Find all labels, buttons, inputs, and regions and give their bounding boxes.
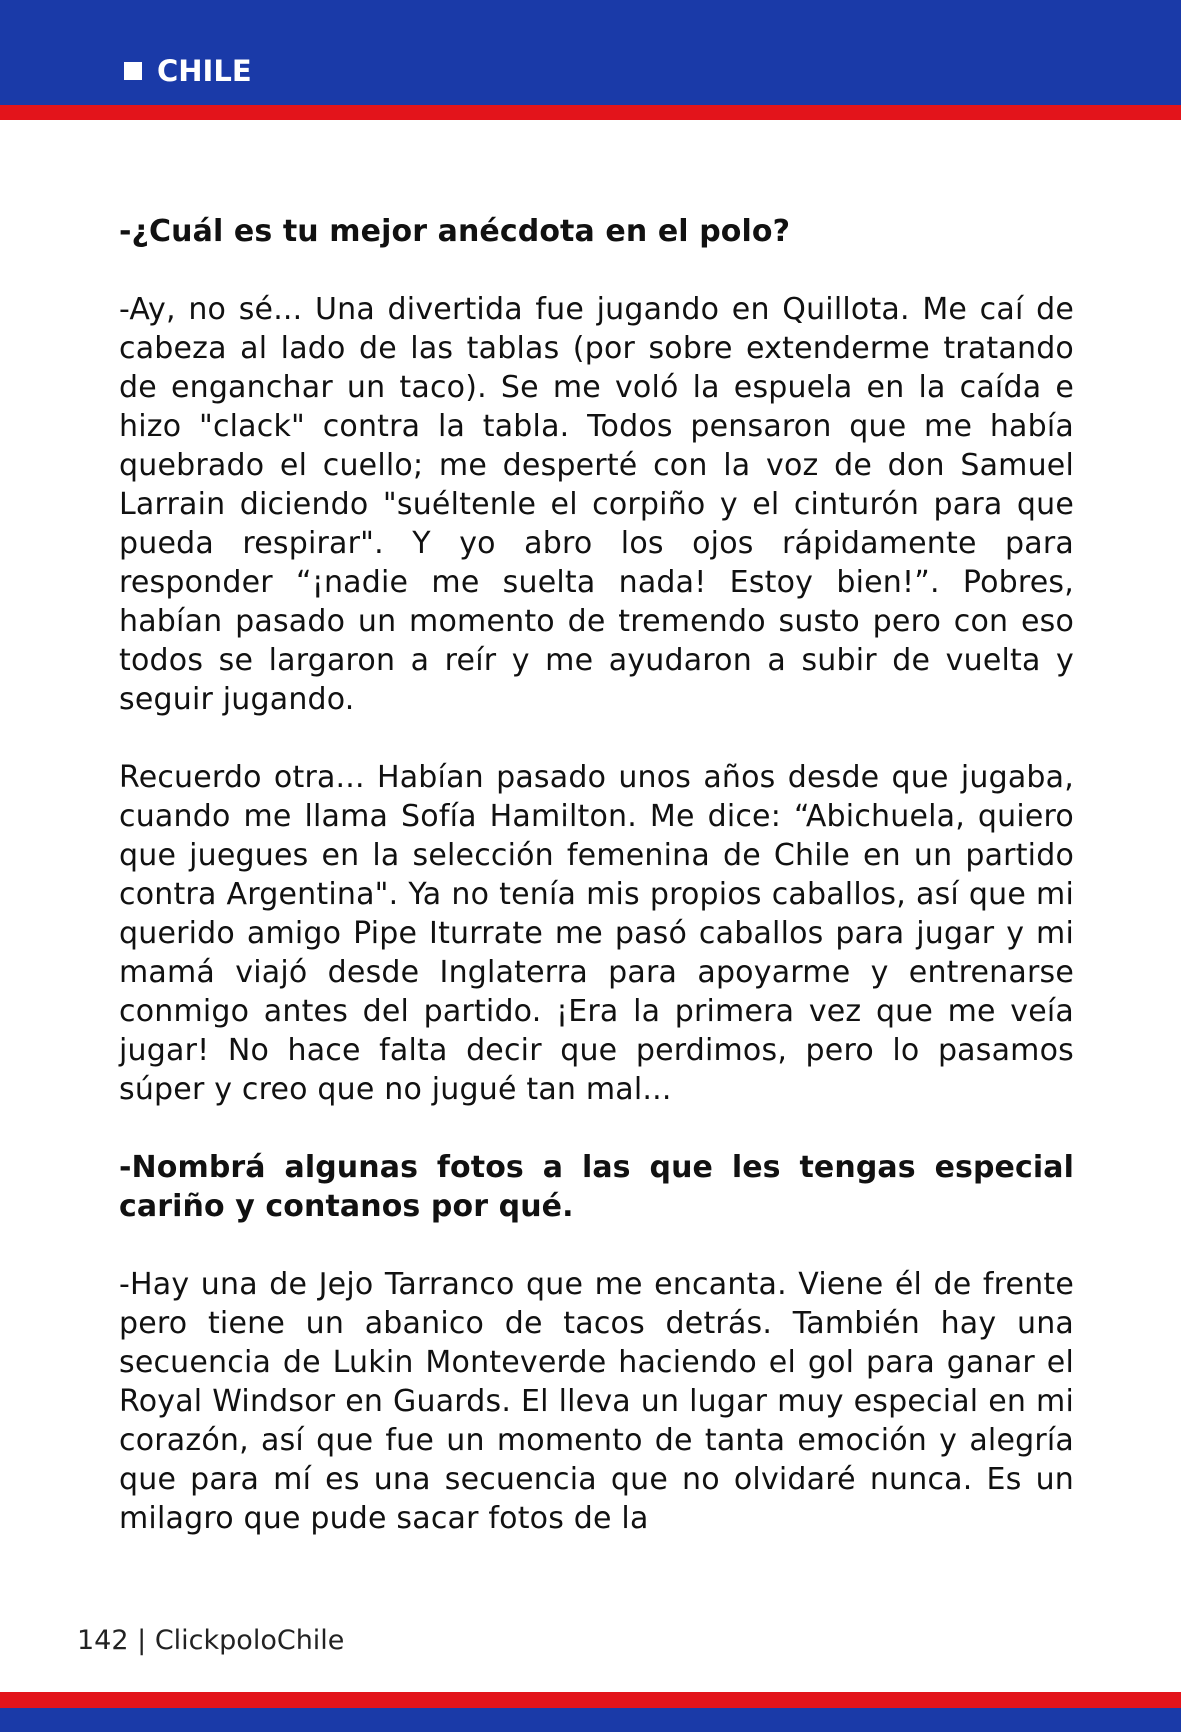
header-red-stripe (0, 105, 1181, 120)
article-body (119, 212, 1074, 1577)
section-label (124, 54, 252, 88)
page-number: 142 (77, 1625, 129, 1656)
footer-separator: | (137, 1625, 155, 1656)
answer-1-paragraph-2: Recuerdo otra... Habían pasado unos años desde que jugaba, cuando me llama Sofía Hamilton. Me dice: “Abichuela, quiero que juegues en la selección femenina de Chile en un partido contra Argentina". Ya no tenía mis propios caballos, así que mi querido amigo Pipe Iturrate me pasó caballos para jugar y mi mamá viajó desde Inglaterra para apoyarme y entrenarse conmigo antes del partido. ¡Era la primera vez que me veía jugar! No hace falta decir que perdimos, pero lo pasamos súper y creo que no jugué tan mal... (119, 760, 1074, 1107)
answer-2-paragraph-1: -Hay una de Jejo Tarranco que me encanta. Viene él de frente pero tiene un abanico de tacos detrás. También hay una secuencia de Lukin Monteverde haciendo el gol para ganar el Royal Windsor en Guards. El lleva un lugar muy especial en mi corazón, así que fue un momento de tanta emoción y alegría que para mí es una secuencia que no olvidaré nunca. Es un milagro que pude sacar fotos de la (119, 1267, 1074, 1536)
answer-1-paragraph-1: -Ay, no sé... Una divertida fue jugando en Quillota. Me caí de cabeza al lado de las tablas (por sobre extenderme tratando de enganchar un taco). Se me voló la espuela en la caída e hizo "clack" contra la tabla. Todos pensaron que me había quebrado el cuello; me desperté con la voz de don Samuel Larrain diciendo "suéltenle el corpiño y el cinturón para que pueda respirar". Y yo abro los ojos rápidamente para responder “¡nadie me suelta nada! Estoy bien!”. Pobres, habían pasado un momento de tremendo susto pero con eso todos se largaron a reír y me ayudaron a subir de vuelta y seguir jugando. (119, 292, 1074, 717)
question-2: -Nombrá algunas fotos a las que les tengas especial cariño y contanos por qué. (119, 1150, 1074, 1224)
publication-name: ClickpoloChile (154, 1625, 345, 1656)
square-bullet-icon (124, 62, 142, 80)
footer-blue-bar (0, 1708, 1181, 1732)
header-bar (0, 0, 1181, 105)
footer-red-stripe (0, 1692, 1181, 1708)
question-1: -¿Cuál es tu mejor anécdota en el polo? (119, 214, 791, 249)
page-footer (77, 1625, 344, 1656)
section-title: CHILE (157, 54, 252, 88)
